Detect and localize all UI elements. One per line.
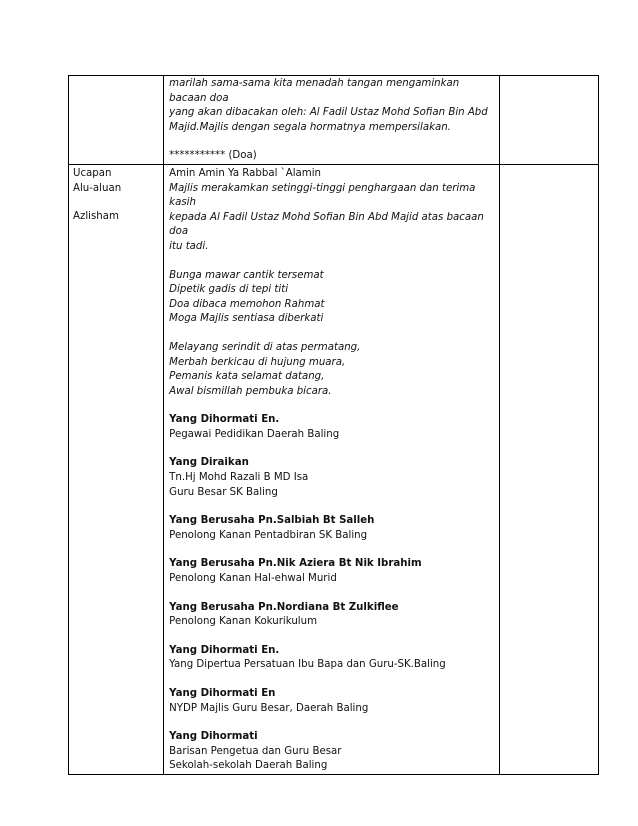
- opening-line: Majlis merakamkan setinggi-tinggi penghargaan dan terima kasih: [169, 182, 476, 209]
- emcee-name: Azlisham: [73, 211, 119, 223]
- table-row: [69, 76, 599, 165]
- salutation-title: Yang Dihormati En.: [169, 644, 280, 656]
- salutation-line: Yang Dipertua Persatuan Ibu Bapa dan Guru-SK.Baling: [169, 659, 446, 671]
- salutation-title: Yang Dihormati En: [169, 688, 276, 699]
- notes-cell: [499, 76, 598, 165]
- opening-line: kepada Al Fadil Ustaz Mohd Sofian Bin Abd Majid atas bacaan doa: [169, 211, 484, 238]
- speech-line: Majid.Majlis dengan segala hormatnya mempersilakan.: [169, 121, 451, 133]
- salutation-title: Yang Berusaha Pn.Nik Aziera Bt Nik Ibrahim: [169, 558, 422, 570]
- pantun-line: Bunga mawar cantik tersemat: [169, 269, 324, 281]
- program-script-table: [68, 75, 599, 775]
- pantun-line: Doa dibaca memohon Rahmat: [169, 298, 325, 310]
- salutation-line: Penolong Kanan Kokurikulum: [169, 616, 317, 628]
- opening-line: itu tadi.: [169, 240, 209, 252]
- salutation-line: Penolong Kanan Hal-ehwal Murid: [169, 573, 337, 585]
- pantun-line: Melayang serindit di atas permatang,: [169, 341, 361, 353]
- table-row: [69, 164, 599, 774]
- salutation-line: Tn.Hj Mohd Razali B MD Isa: [169, 472, 309, 484]
- segment-label: Ucapan: [73, 167, 112, 179]
- pantun-line: Dipetik gadis di tepi titi: [169, 284, 289, 296]
- salutation-line: NYDP Majlis Guru Besar, Daerah Baling: [169, 702, 369, 714]
- salutation-title: Yang Berusaha Pn.Nordiana Bt Zulkiflee: [169, 601, 399, 613]
- salutation-line: Guru Besar SK Baling: [169, 486, 278, 498]
- salutation-title: Yang Dihormati: [169, 731, 258, 743]
- pantun-line: Merbah berkicau di hujung muara,: [169, 356, 346, 368]
- pantun-line: Moga Majlis sentiasa diberkati: [169, 313, 324, 325]
- pantun-line: Pemanis kata selamat datang,: [169, 371, 325, 383]
- doa-marker: *********** (Doa): [169, 150, 257, 162]
- opening-line: Amin Amin Ya Rabbal `Alamin: [169, 167, 321, 179]
- salutation-title: Yang Diraikan: [169, 457, 249, 469]
- segment-cell: [69, 76, 164, 165]
- notes-cell: [499, 164, 598, 774]
- salutation-line: Sekolah-sekolah Daerah Baling: [169, 760, 328, 772]
- segment-label: Alu-aluan: [73, 182, 122, 194]
- segment-cell: [69, 164, 164, 774]
- pantun-line: Awal bismillah pembuka bicara.: [169, 385, 332, 397]
- speech-line: marilah sama-sama kita menadah tangan mengaminkan bacaan doa: [169, 78, 460, 104]
- salutation-title: Yang Berusaha Pn.Salbiah Bt Salleh: [169, 515, 375, 527]
- speech-cell: [164, 164, 500, 774]
- speech-cell: [164, 76, 500, 165]
- speech-line: yang akan dibacakan oleh: Al Fadil Ustaz Mohd Sofian Bin Abd: [169, 107, 488, 119]
- salutation-line: Penolong Kanan Pentadbiran SK Baling: [169, 529, 368, 541]
- salutation-line: Barisan Pengetua dan Guru Besar: [169, 745, 342, 757]
- salutation-title: Yang Dihormati En.: [169, 414, 280, 426]
- salutation-line: Pegawai Pedidikan Daerah Baling: [169, 428, 340, 440]
